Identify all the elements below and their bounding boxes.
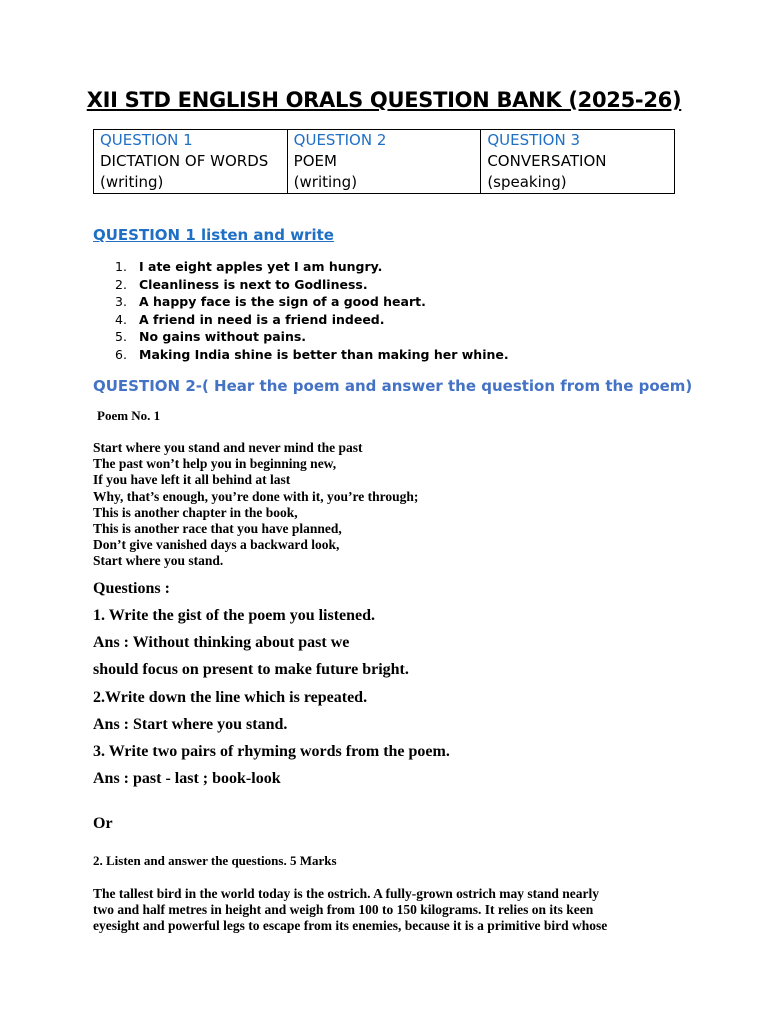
section-heading-question-1: QUESTION 1 listen and write	[93, 226, 334, 244]
cell-heading: QUESTION 3	[487, 131, 581, 149]
table-row	[94, 130, 675, 194]
list-number: 1.	[115, 259, 127, 274]
list-item	[93, 311, 509, 329]
poem-number: Poem No. 1	[97, 408, 161, 423]
cell-heading: QUESTION 2	[293, 131, 387, 149]
question-text: 1. Write the gist of the poem you listened.	[93, 607, 376, 624]
poem-line: This is another chapter in the book,	[93, 504, 298, 520]
list-number: 5.	[115, 329, 127, 345]
table-cell-question-2	[287, 130, 481, 194]
cell-line: (writing)	[293, 173, 358, 191]
page-title: XII STD ENGLISH ORALS QUESTION BANK (2025-26)	[86, 88, 682, 112]
list-number: 2.	[115, 276, 127, 292]
cell-heading: QUESTION 1	[100, 131, 193, 149]
cell-line: (writing)	[100, 173, 164, 191]
poem-text	[93, 440, 418, 570]
passage-line: The tallest bird in the world today is the ostrich. A fully-grown ostrich may stand nearly	[93, 886, 600, 901]
list-item	[93, 276, 509, 294]
poem-line: If you have left it all behind at last	[93, 472, 291, 488]
poem-line: Why, that’s enough, you’re done with it, you’re through;	[93, 488, 419, 504]
poem-line: Start where you stand.	[93, 553, 224, 569]
list-text: Making India shine is better than making her whine.	[139, 346, 509, 362]
or-separator: Or	[93, 815, 113, 832]
list-item	[93, 258, 509, 276]
table-cell-question-3	[481, 130, 675, 194]
list-text: Cleanliness is next to Godliness.	[139, 276, 368, 292]
list-item	[93, 328, 509, 346]
passage-line: eyesight and powerful legs to escape from its enemies, because it is a primitive bird whose	[93, 918, 608, 933]
questions-heading: Questions :	[93, 580, 170, 597]
cell-line: DICTATION OF WORDS	[100, 152, 269, 170]
question-overview-table	[93, 129, 675, 194]
poem-line: Start where you stand and never mind the past	[93, 440, 363, 455]
table-cell-question-1	[94, 130, 288, 194]
section-heading-question-2: QUESTION 2-( Hear the poem and answer the question from the poem)	[93, 377, 693, 395]
list-text: I ate eight apples yet I am hungry.	[139, 259, 383, 274]
list-text: A friend in need is a friend indeed.	[139, 311, 385, 327]
answer-text: Ans : past - last ; book-look	[93, 770, 281, 787]
list-number: 6.	[115, 346, 127, 362]
list-text: A happy face is the sign of a good heart.	[139, 294, 426, 310]
poem-line: This is another race that you have planned,	[93, 520, 342, 536]
list-item	[93, 293, 509, 311]
poem-line: Don’t give vanished days a backward look,	[93, 537, 340, 553]
poem-line: The past won’t help you in beginning new,	[93, 456, 337, 472]
dictation-list	[93, 258, 509, 364]
listen-heading: 2. Listen and answer the questions. 5 Marks	[93, 853, 337, 868]
answer-text: Ans : Start where you stand.	[93, 716, 288, 733]
cell-line: POEM	[293, 152, 337, 170]
cell-line: CONVERSATION	[487, 152, 607, 170]
list-item	[93, 346, 509, 364]
passage-paragraph	[93, 886, 673, 934]
list-text: No gains without pains.	[139, 329, 307, 345]
answer-text: should focus on present to make future bright.	[93, 661, 409, 678]
answer-text: Ans : Without thinking about past we	[93, 634, 350, 651]
list-number: 4.	[115, 311, 127, 327]
passage-line: two and half metres in height and weigh from 100 to 150 kilograms. It relies on its keen	[93, 902, 594, 917]
question-text: 2.Write down the line which is repeated.	[93, 689, 368, 706]
question-text: 3. Write two pairs of rhyming words from the poem.	[93, 743, 450, 760]
cell-line: (speaking)	[487, 173, 567, 191]
list-number: 3.	[115, 294, 127, 310]
